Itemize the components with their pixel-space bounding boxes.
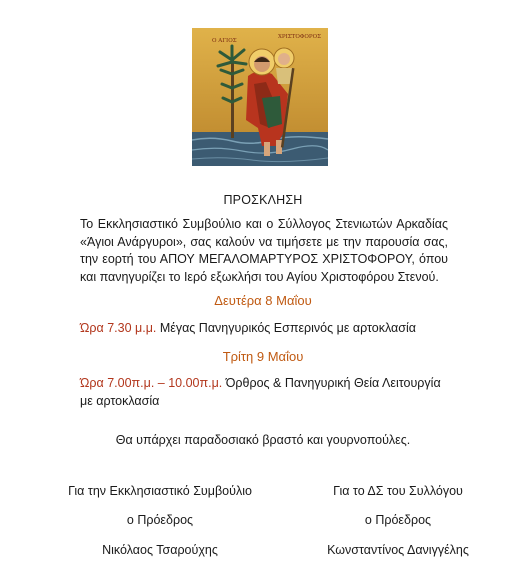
signature-right-name: Κωνσταντίνος Δανιγγέλης (327, 543, 469, 557)
icon-inscription-right: ΧΡΙΣΤΟΦΟΡΟΣ (278, 34, 321, 40)
day-heading-monday: Δευτέρα 8 Μαΐου (214, 293, 312, 308)
signature-left-org: Για την Εκκλησιαστικό Συμβούλιο (68, 484, 252, 498)
invitation-text: Το Εκκλησιαστικό Συμβούλιο και ο Σύλλογος Στενιωτών Αρκαδίας «Άγιοι Ανάργυροι», σας καλούν να τιμήσετε με την παρουσία σας, την εορτή του ΑΠΟΥ ΜΕΓΑΛΟΜΑΡΤΥΡΟΣ ΧΡΙΣΤΟΦΟΡΟΥ, όπου και πανηγυρίζει το Ιερό εξωκλήσι του Αγίου Χριστοφόρου Στενού. (80, 217, 448, 284)
saint-christopher-illustration (192, 28, 328, 166)
food-note: Θα υπάρχει παραδοσιακό βραστό και γουρνοπούλες. (115, 433, 411, 447)
schedule-monday (80, 320, 456, 338)
schedule-monday-time: Ώρα 7.30 μ.μ. (80, 321, 157, 335)
schedule-tuesday-event: Όρθρος & Πανηγυρική Θεία Λειτουργία με αρτοκλασία (80, 376, 441, 408)
document-title: ΠΡΟΣΚΛΗΣΗ (223, 193, 303, 207)
signature-right-org: Για το ΔΣ του Συλλόγου (333, 484, 463, 498)
saint-christopher-icon (192, 28, 328, 166)
schedule-monday-event: Μέγας Πανηγυρικός Εσπερινός με αρτοκλασία (156, 321, 416, 335)
day-heading-tuesday: Τρίτη 9 Μαΐου (222, 349, 304, 364)
schedule-tuesday (80, 375, 456, 410)
icon-inscription-left: Ο ΑΓΙΟΣ (212, 38, 237, 44)
signature-left-role: ο Πρόεδρος (126, 513, 194, 527)
schedule-tuesday-time: Ώρα 7.00π.μ. – 10.00π.μ. (80, 376, 223, 390)
signature-left-name: Νικόλαος Τσαρούχης (102, 543, 218, 557)
signature-right-role: ο Πρόεδρος (364, 513, 432, 527)
